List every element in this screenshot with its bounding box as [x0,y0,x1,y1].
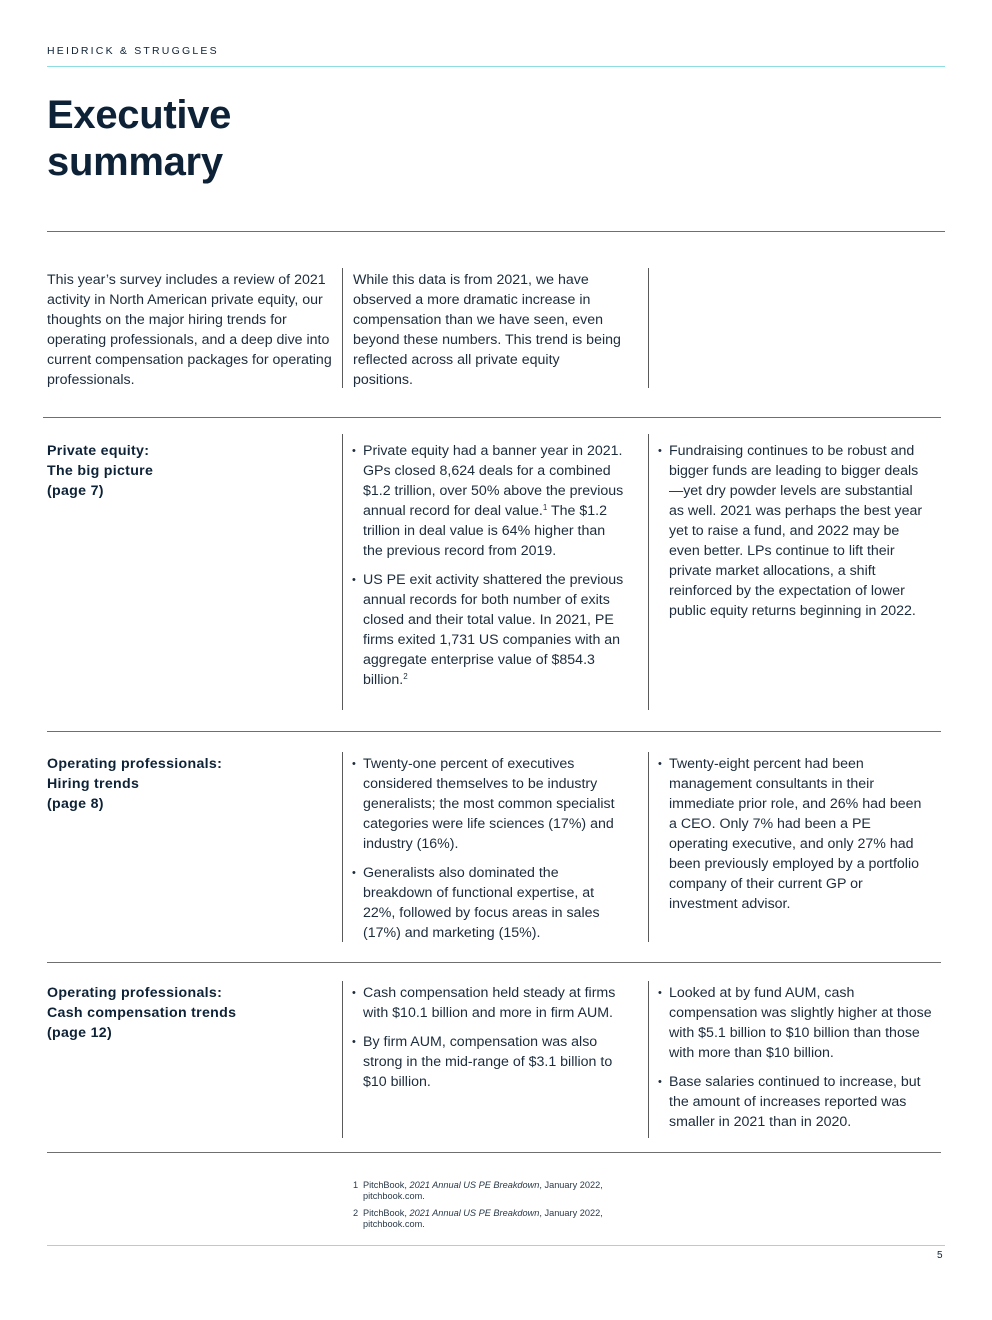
footnote: 2 PitchBook, 2021 Annual US PE Breakdown, January 2022, pitchbook.com. [353,1208,603,1229]
section-hiring-trends-col2 [352,754,628,952]
section-heading-cash-compensation [47,983,307,1043]
bullet-item: • Generalists also dominated the breakdown of functional expertise, at 22%, followed by focus areas in sales (17%) and marketing (15%). [352,863,628,943]
bullet-item: • Cash compensation held steady at firms with $10.1 billion and more in firm AUM. [352,983,628,1023]
section-big-picture-col2 [352,441,628,699]
heading-line: Operating professionals: [47,756,223,772]
header-rule [47,66,945,67]
section-divider [47,731,941,732]
heading-line: (page 12) [47,1025,112,1041]
heading-line: Cash compensation trends [47,1005,237,1021]
bullet-item: • Twenty-eight percent had been management consultants in their immediate prior role, and 26% had been a CEO. Only 7% had been a PE operating executive, and only 27% had been previously employed by a portfolio company of their current GP or investment advisor. [658,754,928,914]
section-hiring-trends-col3 [658,754,928,923]
column-divider [342,268,343,388]
column-divider [342,434,343,710]
column-divider [648,752,649,942]
heading-line: Private equity: [47,443,150,459]
section-heading-big-picture [47,441,307,501]
bullet-item: • Twenty-one percent of executives considered themselves to be industry generalists; the most common specialist categories were life sciences (17%) and industry (16%). [352,754,628,854]
bullet-item: • Fundraising continues to be robust and bigger funds are leading to bigger deals—yet dry powder levels are substantial as well. 2021 was perhaps the best year yet to raise a fund, and 2022 may be even better. LPs continue to lift their private market allocations, a shift reinforced by the expectation of lower public equity returns beginning in 2022. [658,441,928,621]
footnote-ref: 1 [542,503,548,512]
footer-rule [47,1245,945,1246]
section-divider [47,962,941,963]
bullet-item: • By firm AUM, compensation was also strong in the mid-range of $3.1 billion to $10 billion. [352,1032,628,1092]
section-divider [43,417,941,418]
column-divider [648,268,649,388]
footnote: 1 PitchBook, 2021 Annual US PE Breakdown, January 2022, pitchbook.com. [353,1180,603,1201]
bullet-item: • Base salaries continued to increase, but the amount of increases reported was smaller in 2021 than in 2020. [658,1072,934,1132]
page-number: 5 [937,1250,943,1261]
section-cash-compensation-col3 [658,983,934,1141]
bullet-item: • Looked at by fund AUM, cash compensation was slightly higher at those with $5.1 billion to $10 billion than those with more than $10 billion. [658,983,934,1063]
bullet-item: • US PE exit activity shattered the previous annual records for both number of exits closed and their total value. In 2021, PE firms exited 1,731 US companies with an aggregate enterprise value of $854.3 billion.$^2$ [352,570,628,690]
bullet-item: • Private equity had a banner year in 2021. GPs closed 8,624 deals for a combined $1.2 trillion, over 50% above the previous annual record for deal value.$^1$ The $1.2 trillion in deal value is 64% higher than the previous record from 2019. [352,441,628,561]
heading-line: Operating professionals: [47,985,223,1001]
column-divider [342,752,343,942]
footnotes [353,1180,633,1236]
footnote-number: 1 [353,1180,359,1190]
footnote-number: 2 [353,1208,359,1218]
title-line-2: summary [47,140,223,184]
section-cash-compensation-col2 [352,983,628,1101]
footnote-ref: 2 [403,672,408,681]
column-divider [342,981,343,1138]
column-divider [648,434,649,710]
brand-name: HEIDRICK & STRUGGLES [47,45,219,57]
heading-line: The big picture [47,463,154,479]
section-heading-hiring-trends [47,754,307,814]
heading-line: (page 8) [47,796,104,812]
heading-line: (page 7) [47,483,104,499]
page-title [47,92,231,186]
intro-paragraph-2: While this data is from 2021, we have observed a more dramatic increase in compensation than we have seen, even beyond these numbers. This trend is being reflected across all private equity positions. [353,272,621,388]
section-big-picture-col3 [658,441,928,630]
intro-paragraph-1: This year’s survey includes a review of 2021 activity in North American private equity, our thoughts on the major hiring trends for operating professionals, and a deep dive into current compensation packages for operating professionals. [47,272,332,388]
title-line-1: Executive [47,93,232,137]
title-divider [47,231,945,232]
column-divider [648,981,649,1138]
section-divider [47,1152,941,1153]
heading-line: Hiring trends [47,776,140,792]
